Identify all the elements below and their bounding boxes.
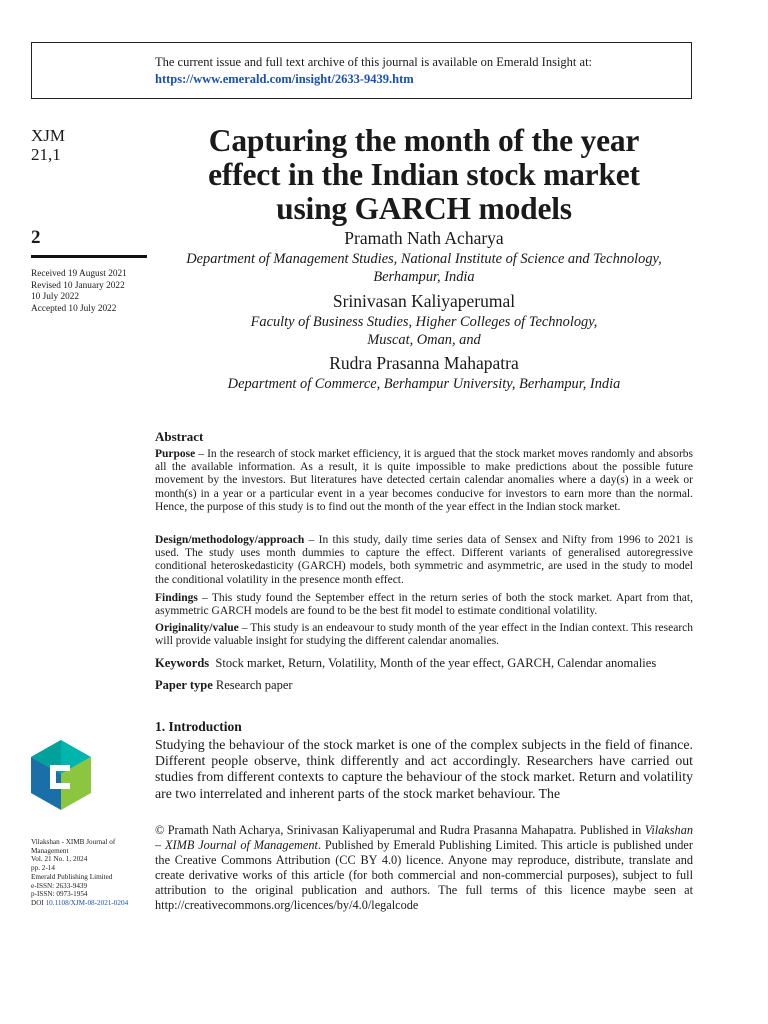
- author-name: Srinivasan Kaliyaperumal: [332, 291, 516, 311]
- section-text: – In the research of stock market efficiency, it is argued that the stock market moves randomly and absorbs all the available information. As a result, it is quite impossible to make predictions about the possible future movement by the investors. But literatures have detected certain calendar anomalies where a day(s) in a week or month(s) in a year or a particular event in a year becomes conducive for investors to earn more than the normal. Hence, the purpose of this study is to find out the month of the year effect in the Indian stock market.: [155, 448, 693, 513]
- revised-date-2: 10 July 2022: [31, 292, 80, 302]
- abstract-originality: [155, 622, 693, 648]
- section-label: Purpose: [155, 448, 196, 460]
- meta-line: Management: [31, 846, 69, 855]
- meta-line: e-ISSN: 2633-9439: [31, 881, 88, 890]
- introduction-text: Studying the behaviour of the stock market is one of the complex subjects in the field of finance. Different people observe, think differently and act accordingly. Researchers have carried out studies from different contexts to capture the behaviour of the stock market. Return and volatility are two interrelated and inherent parts of the stock market behaviour. The: [155, 737, 693, 801]
- meta-line: pp. 2-14: [31, 864, 55, 873]
- author-affiliation: [150, 250, 698, 286]
- affiliation-line: Department of Management Studies, National Institute of Science and Technology,: [186, 251, 662, 267]
- paper-type: [155, 678, 293, 693]
- doi-line: [31, 899, 128, 908]
- publication-metadata: [31, 838, 128, 908]
- access-notice-box: [31, 42, 692, 99]
- meta-line: Vol. 21 No. 1, 2024: [31, 855, 88, 864]
- title-line: using GARCH models: [276, 191, 572, 226]
- journal-abbrev: XJM: [31, 126, 66, 145]
- author-name: Rudra Prasanna Mahapatra: [329, 353, 519, 373]
- sidebar-rule: [31, 255, 147, 258]
- volume-issue: 21,1: [31, 145, 61, 164]
- copyright-text-2: . Published by Emerald Publishing Limited. This article is published under the Creative Commons Attribution (CC BY 4.0) licence. Anyone may reproduce, distribute, translate and create derivative works of this article (for both commercial and non-commercial purposes), subject to full attribution to the original publication and authors. The full terms of this licence maybe seen at http://creativecommons.org/licences/by/4.0/legalcode: [155, 838, 693, 912]
- revised-date: Revised 10 January 2022: [31, 280, 125, 291]
- abstract-purpose: [155, 448, 693, 514]
- article-title: [156, 124, 692, 226]
- author-affiliation: [150, 313, 698, 349]
- article-dates: [31, 269, 127, 315]
- affiliation-line: Faculty of Business Studies, Higher Colleges of Technology,: [250, 314, 598, 330]
- affiliation-line: Berhampur, India: [373, 269, 475, 285]
- section-label: Design/methodology/approach: [155, 534, 305, 546]
- abstract-heading: Abstract: [155, 429, 204, 444]
- abstract-findings: [155, 592, 693, 618]
- affiliation-line: Department of Commerce, Berhampur University, Berhampur, India: [227, 376, 621, 392]
- section-label: Originality/value: [155, 622, 239, 634]
- affiliation-line: Muscat, Oman, and: [367, 332, 481, 348]
- section-text: – In this study, daily time series data of Sensex and Nifty from 1996 to 2021 is used. The study uses month dummies to capture the effect. Different variants of generalised autoregressive conditional heteroskedasticity (GARCH) models, both symmetric and asymmetric, are used in the study to model the conditional volatility in the presence month effect.: [155, 534, 693, 586]
- access-notice-text: The current issue and full text archive of this journal is available on Emerald Insight at:: [155, 55, 593, 69]
- journal-name-italic: Vilakshan – XIMB Journal of Management: [155, 823, 693, 852]
- meta-line: Vilakshan - XIMB Journal of: [31, 838, 116, 846]
- paper-type-text: Research paper: [215, 678, 293, 692]
- keywords: [155, 656, 656, 671]
- author-affiliation: [150, 375, 698, 393]
- doi-label: DOI: [31, 898, 44, 907]
- copyright-text: © Pramath Nath Acharya, Srinivasan Kaliyaperumal and Rudra Prasanna Mahapatra. Published in: [155, 823, 645, 837]
- copyright-notice: [155, 823, 693, 913]
- title-line: Capturing the month of the year: [208, 123, 640, 158]
- accepted-date: Accepted 10 July 2022: [31, 303, 117, 314]
- received-date: Received 19 August 2021: [31, 269, 127, 279]
- section-text: – This study is an endeavour to study month of the year effect in the Indian context. This research will provide valuable insight for studying the different calendar anomalies.: [155, 622, 693, 648]
- journal-url-link[interactable]: https://www.emerald.com/insight/2633-9439.htm: [155, 72, 414, 86]
- meta-line: Emerald Publishing Limited: [31, 872, 113, 881]
- meta-line: p-ISSN: 0973-1954: [31, 890, 88, 899]
- section-heading-introduction: 1. Introduction: [155, 719, 242, 734]
- journal-info: [31, 126, 65, 164]
- author-name: Pramath Nath Acharya: [344, 228, 504, 248]
- keywords-text: Stock market, Return, Volatility, Month of the year effect, GARCH, Calendar anomalies: [215, 656, 657, 670]
- section-label: Findings: [155, 592, 198, 604]
- doi-link[interactable]: 10.1108/XJM-08-2021-0204: [45, 898, 129, 907]
- open-access-logo-icon: [31, 740, 91, 810]
- keywords-label: Keywords: [155, 656, 210, 670]
- title-line: effect in the Indian stock market: [208, 157, 640, 192]
- page-number: 2: [31, 227, 41, 248]
- section-text: – This study found the September effect in the return series of both the stock market. Apart from that, asymmetric GARCH models are found to be the best fit model to estimate conditional volatility.: [155, 592, 693, 618]
- abstract-design: [155, 534, 693, 587]
- paper-type-label: Paper type: [155, 678, 213, 692]
